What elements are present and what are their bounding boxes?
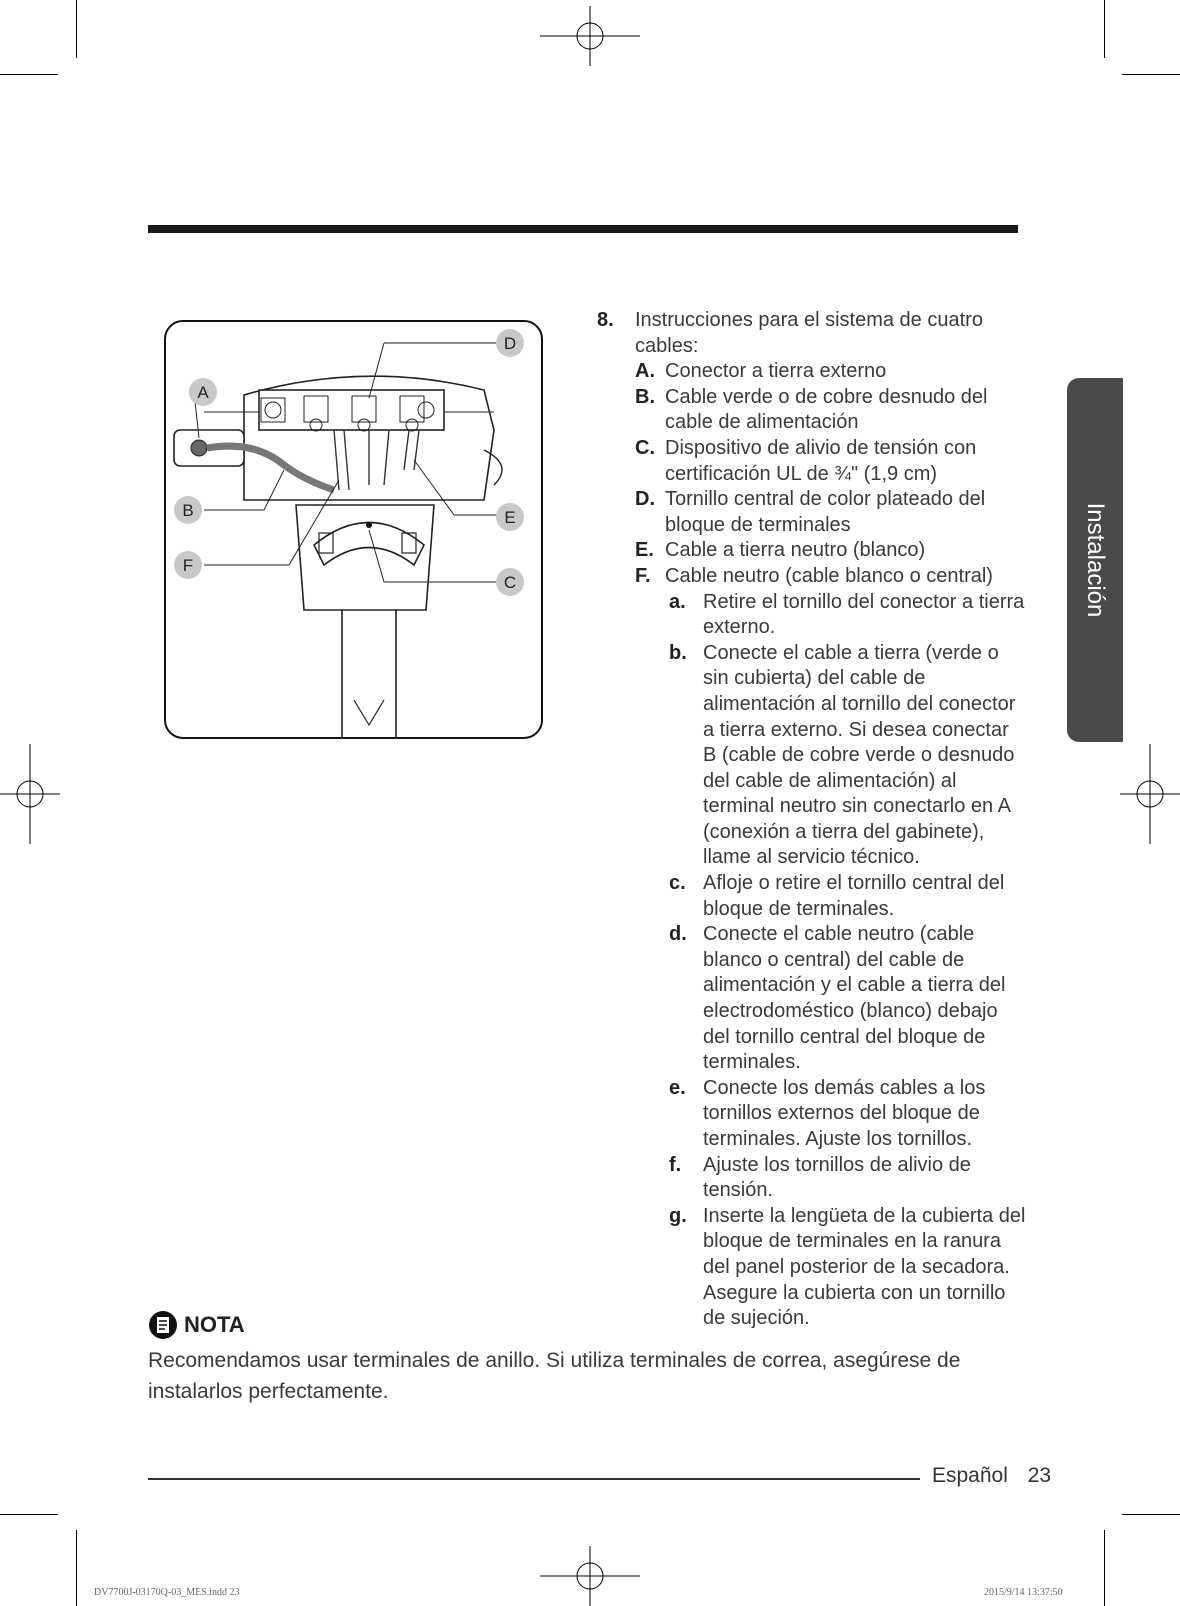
- list-item: B. Cable verde o de cobre desnudo del cable de alimentación: [635, 385, 988, 434]
- wiring-diagram: [164, 320, 543, 739]
- label-f: [174, 551, 202, 579]
- list-item: A. Conector a tierra externo: [635, 360, 887, 383]
- registration-mark-bottom: [540, 1546, 640, 1606]
- substep-item: b. Conecte el cable a tierra (verde o sin cubierta) del cable de alimentación al tornillo del conector a tierra externo. Si desea conectar B (cable de cobre verde o desnudo del cable de alimentación) al terminal neutro sin conectarlo en A (conexión a tierra del gabinete), llame al servicio técnico.: [669, 641, 1016, 869]
- footer-language: Español: [932, 1464, 1008, 1487]
- label-e: [496, 503, 524, 531]
- footer-rule: [148, 1478, 920, 1480]
- svg-text:D: D: [503, 334, 517, 353]
- substep-item: g. Inserte la lengüeta de la cubierta del bloque de terminales en la ranura del panel posterior de la secadora. Asegure la cubierta con un tornillo de sujeción.: [669, 1204, 1026, 1330]
- substep-item: f. Ajuste los tornillos de alivio de tensión.: [669, 1153, 971, 1202]
- page-footer: [932, 1464, 1051, 1488]
- substep-item: a. Retire el tornillo del conector a tierra externo.: [669, 590, 1025, 639]
- substep-item: d. Conecte el cable neutro (cable blanco o central) del cable de alimentación y el cable a tierra del electrodoméstico (blanco) debajo del tornillo central del bloque de terminales.: [669, 923, 1006, 1074]
- step-8: [597, 308, 1027, 359]
- header-rule: [148, 225, 1018, 233]
- list-item: C. Dispositivo de alivio de tensión con certificación UL de ¾" (1,9 cm): [635, 436, 977, 485]
- note-heading: [148, 1310, 245, 1340]
- svg-text:A: A: [197, 383, 209, 402]
- print-slug-file: DV7700J-03170Q-03_MES.indd 23: [94, 1587, 240, 1598]
- list-item: E. Cable a tierra neutro (blanco): [635, 539, 926, 562]
- note-text: Recomendamos usar terminales de anillo. Si utiliza terminales de correa, asegúrese de instalarlos perfectamente.: [148, 1349, 961, 1403]
- section-side-tab[interactable]: [1067, 378, 1123, 742]
- registration-mark-left: [0, 744, 60, 844]
- section-tab-label: Instalación: [1082, 502, 1109, 618]
- note-icon: [148, 1310, 178, 1340]
- label-c: [496, 568, 524, 596]
- substep-item: c. Afloje o retire el tornillo central del bloque de terminales.: [669, 872, 1005, 920]
- svg-text:F: F: [182, 556, 194, 575]
- registration-mark-top: [540, 6, 640, 66]
- svg-text:C: C: [503, 573, 517, 592]
- step-number: 8.: [597, 309, 614, 331]
- label-a: [189, 378, 217, 406]
- substep-item: e. Conecte los demás cables a los tornillos externos del bloque de terminales. Ajuste los tornillos.: [669, 1076, 986, 1150]
- note-title: NOTA: [184, 1312, 245, 1337]
- list-item: D. Tornillo central de color plateado del bloque de terminales: [635, 488, 986, 536]
- label-b: [174, 496, 202, 524]
- registration-mark-right: [1120, 744, 1180, 844]
- page-number: 23: [1027, 1464, 1052, 1487]
- list-item: F. Cable neutro (cable blanco o central): [635, 564, 993, 587]
- label-d: [496, 329, 524, 357]
- print-slug-date: 2015/9/14 13:37:50: [984, 1587, 1063, 1598]
- svg-text:B: B: [182, 501, 194, 520]
- instructions: [597, 308, 1027, 1332]
- step-title: Instrucciones para el sistema de cuatro cables:: [635, 309, 983, 357]
- svg-text:E: E: [504, 508, 516, 527]
